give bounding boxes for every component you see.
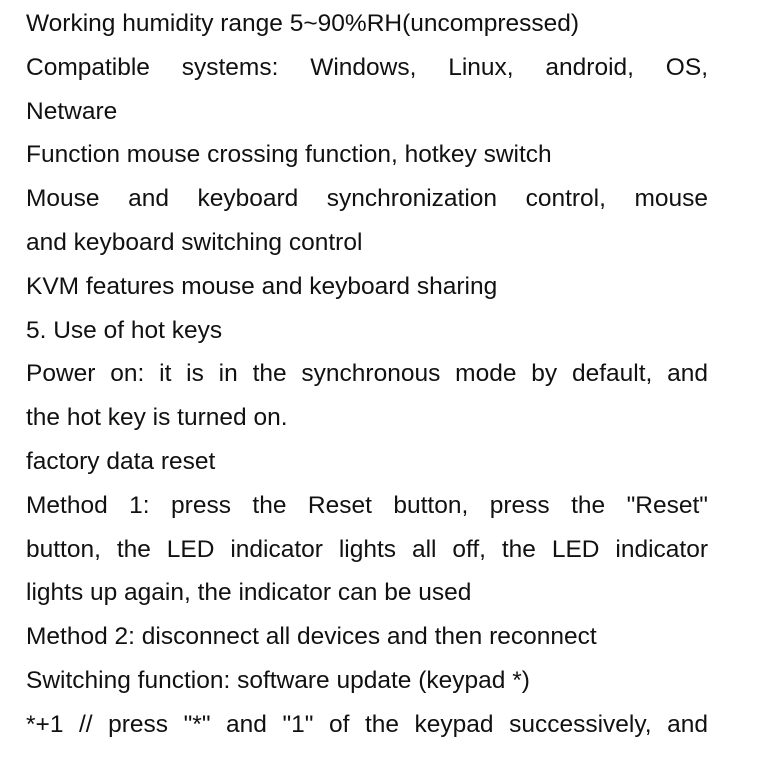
method-1-continued-2: lights up again, the indicator can be used — [26, 579, 472, 607]
document-text — [26, 2, 708, 747]
spec-humidity-line: Working humidity range 5~90%RH(uncompressed) — [26, 10, 580, 37]
spec-function-line: Function mouse crossing function, hotkey switch — [26, 141, 552, 169]
power-on-line: Power on: it is in the synchronous mode by default, and — [26, 360, 708, 388]
method-1-line: Method 1: press the Reset button, press the "Reset" — [26, 491, 708, 519]
method-1-continued: button, the LED indicator lights all off, the LED indicator — [26, 535, 708, 563]
hotkey-star-1-line: *+1 // press "*" and "1" of the keypad successively, and — [26, 710, 708, 738]
switching-function-line: Switching function: software update (keypad *) — [26, 666, 530, 694]
spec-sync-control-line: Mouse and keyboard synchronization control, mouse — [26, 185, 708, 213]
factory-reset-heading: factory data reset — [26, 447, 216, 475]
spec-kvm-features-line: KVM features mouse and keyboard sharing — [26, 272, 498, 300]
spec-sync-control-continued: and keyboard switching control — [26, 228, 363, 256]
method-2-line: Method 2: disconnect all devices and then reconnect — [26, 623, 597, 651]
section-heading-hot-keys: 5. Use of hot keys — [26, 316, 223, 344]
power-on-continued: the hot key is turned on. — [26, 404, 288, 432]
spec-compatible-systems-line: Compatible systems: Windows, Linux, android, OS, — [26, 53, 708, 81]
spec-compatible-systems-continued: Netware — [26, 97, 118, 125]
